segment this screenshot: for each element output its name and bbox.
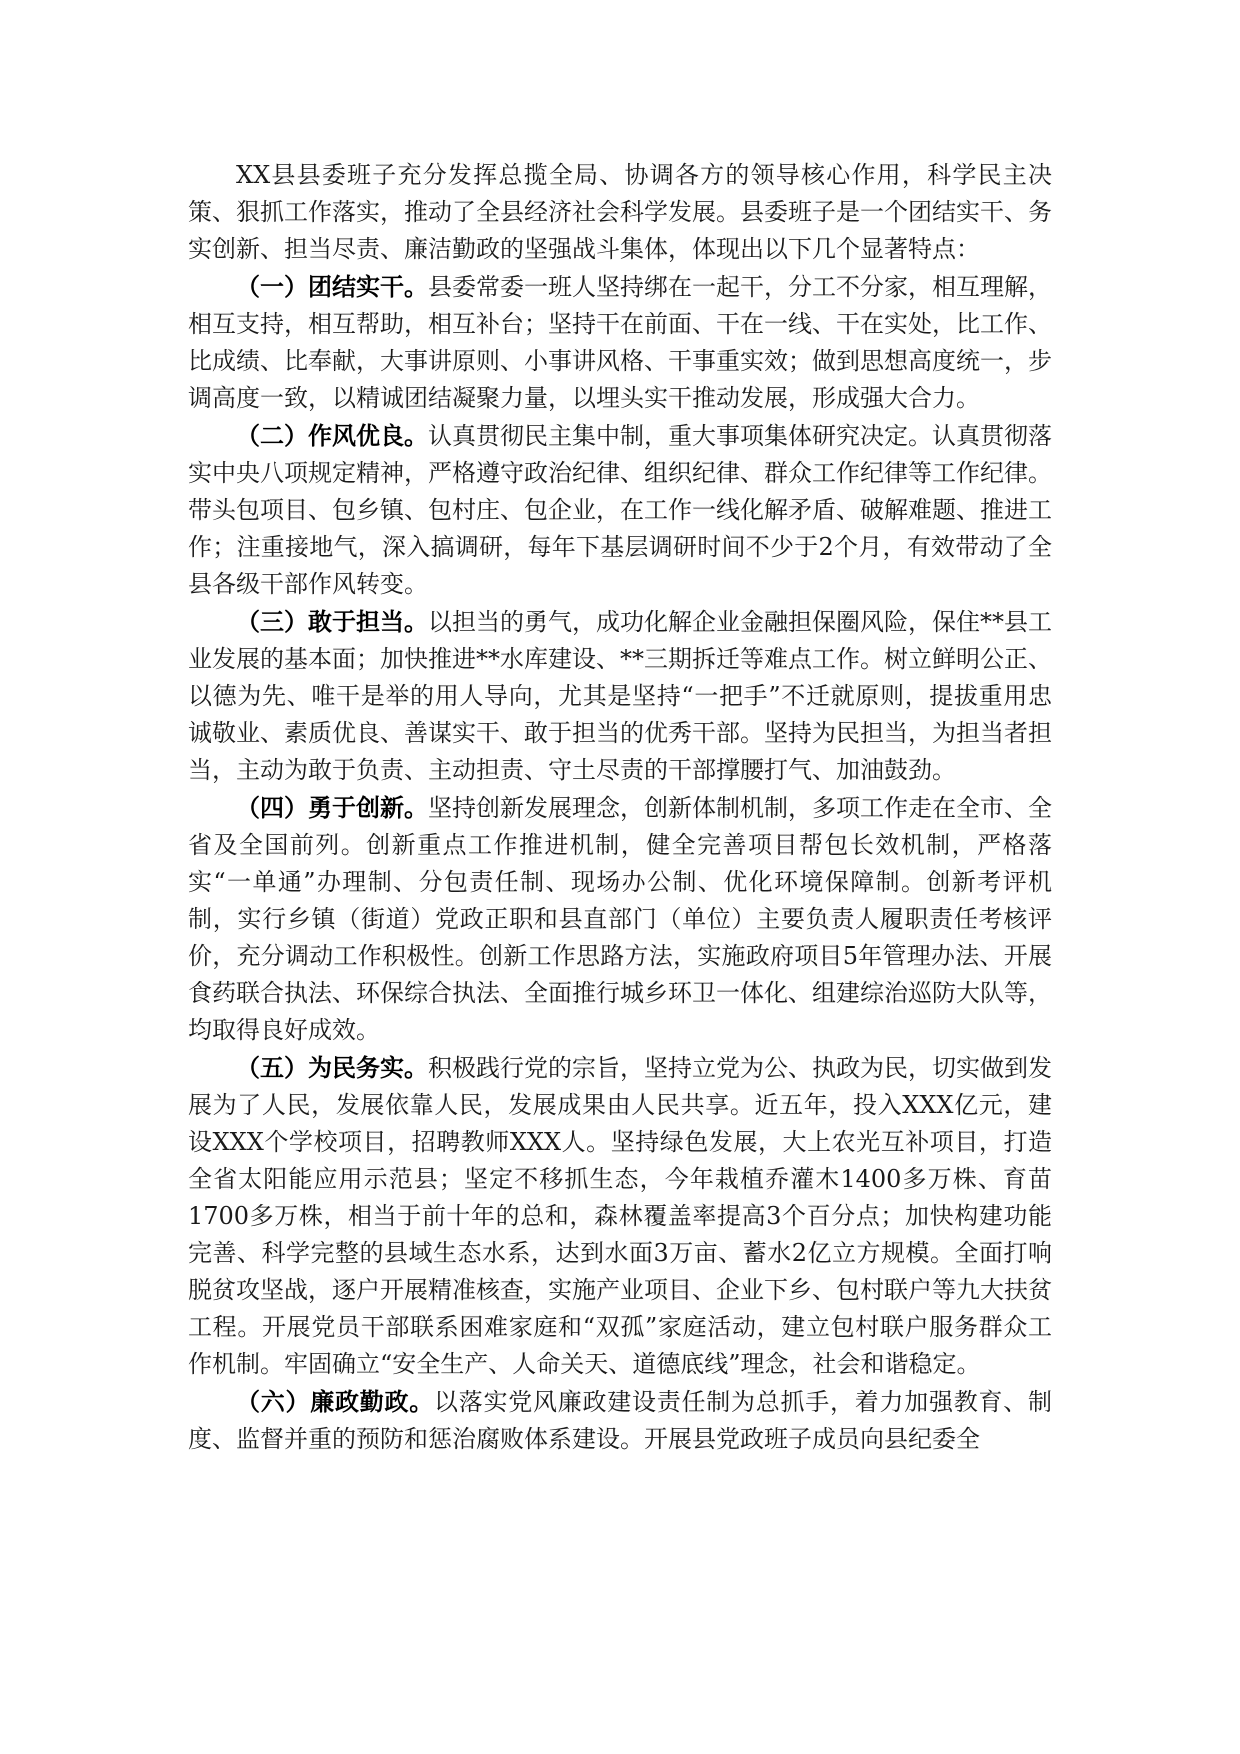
section-heading-1: （一）团结实干。 [236, 272, 428, 301]
intro-text: XX县县委班子充分发挥总揽全局、协调各方的领导核心作用，科学民主决策、狠抓工作落实，推动了全县经济社会科学发展。县委班子是一个团结实干、务实创新、担当尽责、廉洁勤政的坚强战斗集体，体现出以下几个显著特点： [188, 161, 1052, 263]
section-heading-4: （四）勇于创新。 [236, 793, 428, 822]
section-paragraph-2 [188, 417, 1052, 603]
intro-paragraph [188, 157, 1052, 268]
document-body [188, 157, 1052, 1458]
section-heading-3: （三）敢于担当。 [236, 607, 428, 636]
section-heading-2: （二）作风优良。 [236, 421, 428, 450]
section-heading-5: （五）为民务实。 [236, 1053, 428, 1082]
section-paragraph-5 [188, 1049, 1052, 1383]
section-body-2: 认真贯彻民主集中制，重大事项集体研究决定。认真贯彻落实中央八项规定精神，严格遵守政治纪律、组织纪律、群众工作纪律等工作纪律。带头包项目、包乡镇、包村庄、包企业，在工作一线化解矛盾、破解难题、推进工作；注重接地气，深入搞调研，每年下基层调研时间不少于2个月，有效带动了全县各级干部作风转变。 [188, 422, 1052, 598]
section-body-3: 以担当的勇气，成功化解企业金融担保圈风险，保住**县工业发展的基本面；加快推进**水库建设、**三期拆迁等难点工作。树立鲜明公正、以德为先、唯干是举的用人导向，尤其是坚持“一把手”不迁就原则，提拔重用忠诚敬业、素质优良、善谋实干、敢于担当的优秀干部。坚持为民担当，为担当者担当，主动为敢于负责、主动担责、守土尽责的干部撑腰打气、加油鼓劲。 [188, 608, 1052, 784]
section-paragraph-4 [188, 789, 1052, 1049]
section-body-6: 以落实党风廉政建设责任制为总抓手，着力加强教育、制度、监督并重的预防和惩治腐败体系建设。开展县党政班子成员向县纪委全 [188, 1388, 1052, 1453]
section-paragraph-6 [188, 1383, 1052, 1458]
section-body-1: 县委常委一班人坚持绑在一起干，分工不分家，相互理解，相互支持，相互帮助，相互补台；坚持干在前面、干在一线、干在实处，比工作、比成绩、比奉献，大事讲原则、小事讲风格、干事重实效；做到思想高度统一，步调高度一致，以精诚团结凝聚力量，以埋头实干推动发展，形成强大合力。 [188, 273, 1052, 412]
section-body-4: 坚持创新发展理念，创新体制机制，多项工作走在全市、全省及全国前列。创新重点工作推进机制，健全完善项目帮包长效机制，严格落实“一单通”办理制、分包责任制、现场办公制、优化环境保障制。创新考评机制，实行乡镇（街道）党政正职和县直部门（单位）主要负责人履职责任考核评价，充分调动工作积极性。创新工作思路方法，实施政府项目5年管理办法、开展食药联合执法、环保综合执法、全面推行城乡环卫一体化、组建综治巡防大队等，均取得良好成效。 [188, 794, 1052, 1044]
section-paragraph-1 [188, 268, 1052, 417]
section-paragraph-3 [188, 603, 1052, 789]
section-heading-6: （六）廉政勤政。 [236, 1387, 434, 1416]
section-body-5: 积极践行党的宗旨，坚持立党为公、执政为民，切实做到发展为了人民，发展依靠人民，发展成果由人民共享。近五年，投入XXX亿元，建设XXX个学校项目，招聘教师XXX人。坚持绿色发展，大上农光互补项目，打造全省太阳能应用示范县；坚定不移抓生态，今年栽植乔灌木1400多万株、育苗1700多万株，相当于前十年的总和，森林覆盖率提高3个百分点；加快构建功能完善、科学完整的县域生态水系，达到水面3万亩、蓄水2亿立方规模。全面打响脱贫攻坚战，逐户开展精准核查，实施产业项目、企业下乡、包村联户等九大扶贫工程。开展党员干部联系困难家庭和“双孤”家庭活动，建立包村联户服务群众工作机制。牢固确立“安全生产、人命关天、道德底线”理念，社会和谐稳定。 [188, 1054, 1052, 1378]
